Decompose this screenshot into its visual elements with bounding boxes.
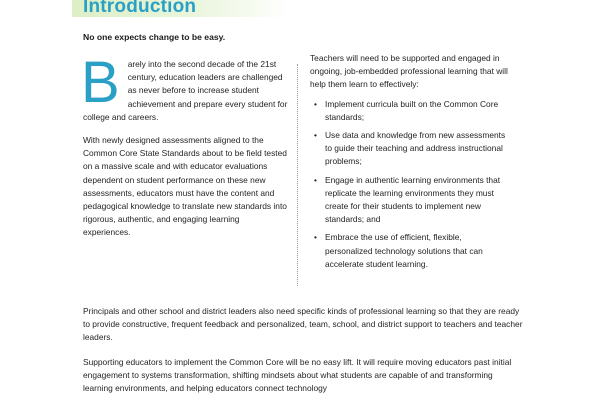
list-item-text: Engage in authentic learning environments that replicate the learning environments they must create for their students to implement new standards; and bbox=[325, 174, 501, 225]
supporting-educators-paragraph: Supporting educators to implement the Common Core will be no easy lift. It will require moving educators past initial engagement to systems transformation, shifting mindsets about what students are capable of and transforming learning environments, and helping educators connect technology bbox=[83, 357, 512, 394]
page-title: Introduction bbox=[83, 0, 197, 17]
left-column bbox=[81, 50, 288, 250]
list-item-text: Implement curricula built on the Common Core standards; bbox=[325, 98, 499, 122]
column-divider bbox=[297, 64, 298, 286]
list-item bbox=[310, 174, 510, 227]
intro-paragraph-text: arely into the second decade of the 21st century, education leaders are challenged as never before to increase student achievement and prepare every student for college and careers. bbox=[83, 59, 288, 122]
intro-paragraph bbox=[81, 50, 288, 124]
bullet-icon: • bbox=[314, 98, 317, 109]
bullet-icon: • bbox=[314, 174, 317, 185]
teachers-intro-paragraph: Teachers will need to be supported and engaged in ongoing, job-embedded professional learning that will help them learn to effectively: bbox=[310, 53, 508, 90]
assessments-paragraph: With newly designed assessments aligned to the Common Core State Standards about to be field tested on a massive scale and with educator evaluations dependent on student performance on these new assessments, educators must have the content and pedagogical knowledge to translate new standards into rigorous, authentic, and engaging learning experiences. bbox=[83, 135, 287, 238]
list-item bbox=[310, 98, 510, 124]
principals-paragraph: Principals and other school and district leaders also need specific kinds of professional learning so that they are ready to provide constructive, frequent feedback and personalized, team, school, and district support to teachers and teacher leaders. bbox=[83, 306, 523, 343]
dropcap-letter: B bbox=[81, 50, 120, 115]
list-item-text: Embrace the use of efficient, flexible, personalized technology solutions that can accelerate student learning. bbox=[325, 232, 483, 269]
list-item bbox=[310, 231, 510, 271]
list-item bbox=[310, 129, 510, 169]
bullet-icon: • bbox=[314, 232, 317, 243]
list-item-text: Use data and knowledge from new assessments to guide their teaching and address instructional problems; bbox=[325, 130, 506, 167]
skills-list bbox=[310, 98, 510, 271]
lead-sentence: No one expects change to be easy. bbox=[83, 32, 226, 42]
right-column bbox=[310, 52, 510, 276]
bullet-icon: • bbox=[314, 130, 317, 141]
